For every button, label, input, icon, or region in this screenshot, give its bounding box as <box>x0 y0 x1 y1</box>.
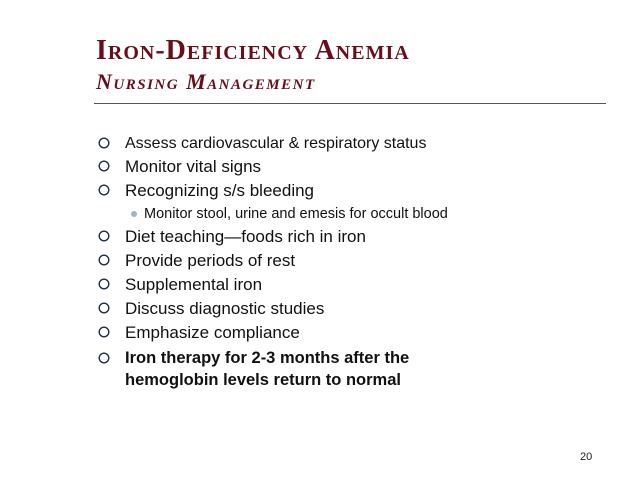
bullet-item <box>98 155 618 179</box>
bullet-item <box>98 225 618 249</box>
title-divider <box>94 103 606 104</box>
bullet-marker-icon <box>98 155 110 172</box>
title-line-2: Nursing Management <box>96 69 316 94</box>
bullet-marker-icon <box>98 321 110 338</box>
bullet-text: Diet teaching—foods rich in iron <box>125 227 366 246</box>
bullet-marker-icon <box>98 347 110 364</box>
bullet-marker-icon <box>98 249 110 266</box>
title-line-1: Iron-Deficiency Anemia <box>96 35 410 66</box>
bullet-item <box>98 249 618 273</box>
bullet-list <box>98 132 618 391</box>
bullet-item <box>98 273 618 297</box>
bullet-text: Discuss diagnostic studies <box>125 299 325 318</box>
bullet-text: Emphasize compliance <box>125 323 300 342</box>
bullet-text: Provide periods of rest <box>125 251 296 270</box>
emphasis-text-line-1: Iron therapy for 2-3 months after the <box>125 349 410 367</box>
bullet-item <box>98 321 618 345</box>
bullet-marker-icon <box>98 132 110 149</box>
bullet-text: Monitor vital signs <box>125 157 262 176</box>
bullet-item <box>98 132 618 155</box>
bullet-marker-icon <box>98 297 110 314</box>
page-number: 20 <box>580 451 593 463</box>
emphasis-text-line-2: hemoglobin levels return to normal <box>125 371 401 389</box>
bullet-text: Recognizing s/s bleeding <box>125 181 315 200</box>
bullet-marker-icon <box>98 179 110 196</box>
bullet-marker-icon <box>98 273 110 290</box>
sub-bullet-text: Monitor stool, urine and emesis for occult blood <box>144 206 448 222</box>
bullet-item <box>98 297 618 321</box>
bullet-text: Assess cardiovascular & respiratory status <box>125 135 427 152</box>
bullet-item-emphasis <box>98 347 618 391</box>
sub-bullet-dot-icon <box>131 211 137 217</box>
bullet-item <box>98 179 618 203</box>
slide-title <box>96 34 616 96</box>
bullet-marker-icon <box>98 225 110 242</box>
bullet-text: Supplemental iron <box>125 275 263 294</box>
sub-bullet-item <box>98 203 618 225</box>
